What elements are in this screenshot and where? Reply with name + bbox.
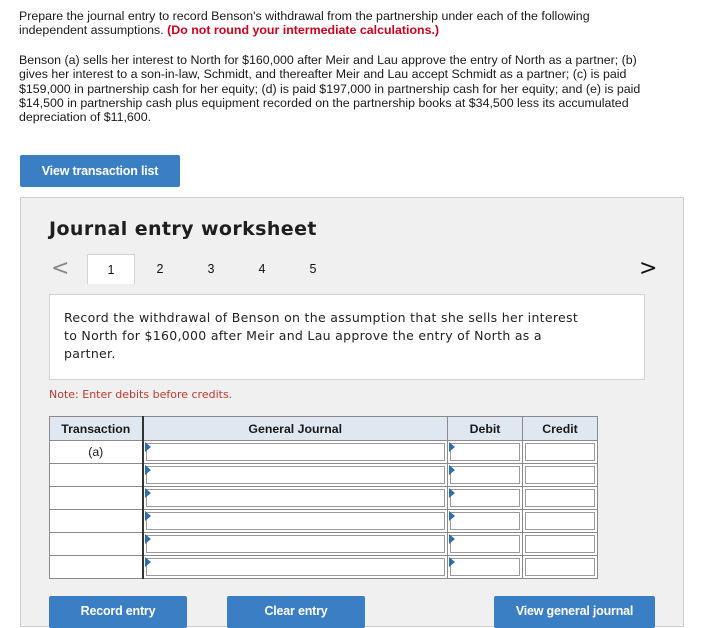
dropdown-marker-icon — [145, 465, 151, 475]
transaction-cell: (a) — [50, 441, 143, 464]
account-input[interactable] — [146, 466, 446, 484]
credit-input-cell[interactable] — [523, 464, 598, 487]
tab-1[interactable]: 1 — [87, 254, 135, 284]
credit-input[interactable] — [525, 512, 595, 530]
credit-input[interactable] — [525, 535, 595, 553]
debit-header: Debit — [448, 417, 523, 441]
journal-entry-worksheet — [20, 197, 684, 627]
input-marker-icon — [449, 488, 455, 498]
account-input[interactable] — [146, 558, 446, 576]
chevron-right-icon[interactable]: > — [639, 256, 658, 281]
account-input-cell[interactable] — [143, 487, 448, 510]
account-input-cell[interactable] — [143, 556, 448, 579]
transaction-cell — [50, 533, 143, 556]
input-marker-icon — [449, 465, 455, 475]
tab-5[interactable]: 5 — [309, 262, 317, 276]
debit-input[interactable] — [450, 443, 520, 461]
account-input[interactable] — [146, 512, 446, 530]
clear-entry-button[interactable]: Clear entry — [227, 596, 365, 628]
instruction-box — [49, 294, 645, 380]
journal-header-row — [50, 417, 598, 441]
credit-input-cell[interactable] — [523, 487, 598, 510]
rounding-warning: (Do not round your intermediate calculations.) — [167, 23, 440, 38]
debit-input[interactable] — [450, 489, 520, 507]
account-input-cell[interactable] — [143, 464, 448, 487]
credit-input[interactable] — [525, 443, 595, 461]
debit-input-cell[interactable] — [448, 464, 523, 487]
debit-input-cell[interactable] — [448, 441, 523, 464]
debit-credit-note: Note: Enter debits before credits. — [49, 388, 233, 401]
question-assumptions: Benson (a) sells her interest to North for $160,000 after Meir and Lau approve the entry of North as a partner; (b) gives her interest to a son-in-law, Schmidt, and thereafter Meir and Lau accept Schmidt as a partner; (c) is paid $159,000 in partnership cash for her equity; (d) is paid $197,000 in partnership cash for her equity; and (e) is paid $14,500 in partnership cash plus equipment recorded on the partnership books at $34,500 less its accumulated depreciation of $11,600. — [19, 52, 641, 125]
transaction-cell — [50, 556, 143, 579]
account-input[interactable] — [146, 443, 446, 461]
journal-table — [49, 416, 598, 579]
view-general-journal-button[interactable]: View general journal — [494, 596, 655, 628]
dropdown-marker-icon — [145, 488, 151, 498]
chevron-left-icon[interactable]: < — [51, 256, 70, 281]
dropdown-marker-icon — [145, 534, 151, 544]
credit-input-cell[interactable] — [523, 510, 598, 533]
credit-input[interactable] — [525, 489, 595, 507]
debit-input-cell[interactable] — [448, 533, 523, 556]
record-entry-button[interactable]: Record entry — [49, 596, 187, 628]
account-input[interactable] — [146, 489, 446, 507]
tab-2[interactable]: 2 — [156, 262, 164, 276]
question-intro — [19, 9, 659, 38]
input-marker-icon — [449, 557, 455, 567]
transaction-cell — [50, 510, 143, 533]
input-marker-icon — [449, 534, 455, 544]
dropdown-marker-icon — [145, 557, 151, 567]
table-row — [50, 441, 598, 464]
question-text — [19, 9, 659, 125]
transaction-header: Transaction — [50, 417, 143, 441]
credit-header: Credit — [523, 417, 598, 441]
transaction-cell — [50, 487, 143, 510]
account-input-cell[interactable] — [143, 441, 448, 464]
debit-input[interactable] — [450, 512, 520, 530]
account-input[interactable] — [146, 535, 446, 553]
debit-input-cell[interactable] — [448, 556, 523, 579]
dropdown-marker-icon — [145, 511, 151, 521]
debit-input[interactable] — [450, 466, 520, 484]
credit-input-cell[interactable] — [523, 533, 598, 556]
view-transaction-list-button[interactable]: View transaction list — [20, 155, 180, 187]
credit-input-cell[interactable] — [523, 556, 598, 579]
dropdown-marker-icon — [145, 442, 151, 452]
table-row — [50, 487, 598, 510]
account-input-cell[interactable] — [143, 510, 448, 533]
debit-input[interactable] — [450, 558, 520, 576]
credit-input[interactable] — [525, 558, 595, 576]
general-journal-header: General Journal — [143, 417, 448, 441]
table-row — [50, 533, 598, 556]
instruction-text: Record the withdrawal of Benson on the assumption that she sells her interest to North for $160,000 after Meir and Lau approve the entry of North as a partner. — [64, 310, 579, 361]
transaction-cell — [50, 464, 143, 487]
account-input-cell[interactable] — [143, 533, 448, 556]
table-row — [50, 464, 598, 487]
debit-input-cell[interactable] — [448, 487, 523, 510]
tab-3[interactable]: 3 — [207, 262, 215, 276]
credit-input[interactable] — [525, 466, 595, 484]
table-row — [50, 556, 598, 579]
table-row — [50, 510, 598, 533]
tab-4[interactable]: 4 — [258, 262, 266, 276]
credit-input-cell[interactable] — [523, 441, 598, 464]
input-marker-icon — [449, 442, 455, 452]
debit-input-cell[interactable] — [448, 510, 523, 533]
question-instruction: Prepare the journal entry to record Benson's withdrawal from the partnership under each of the following independent assumptions. — [19, 9, 590, 38]
worksheet-title: Journal entry worksheet — [49, 218, 317, 240]
input-marker-icon — [449, 511, 455, 521]
debit-input[interactable] — [450, 535, 520, 553]
